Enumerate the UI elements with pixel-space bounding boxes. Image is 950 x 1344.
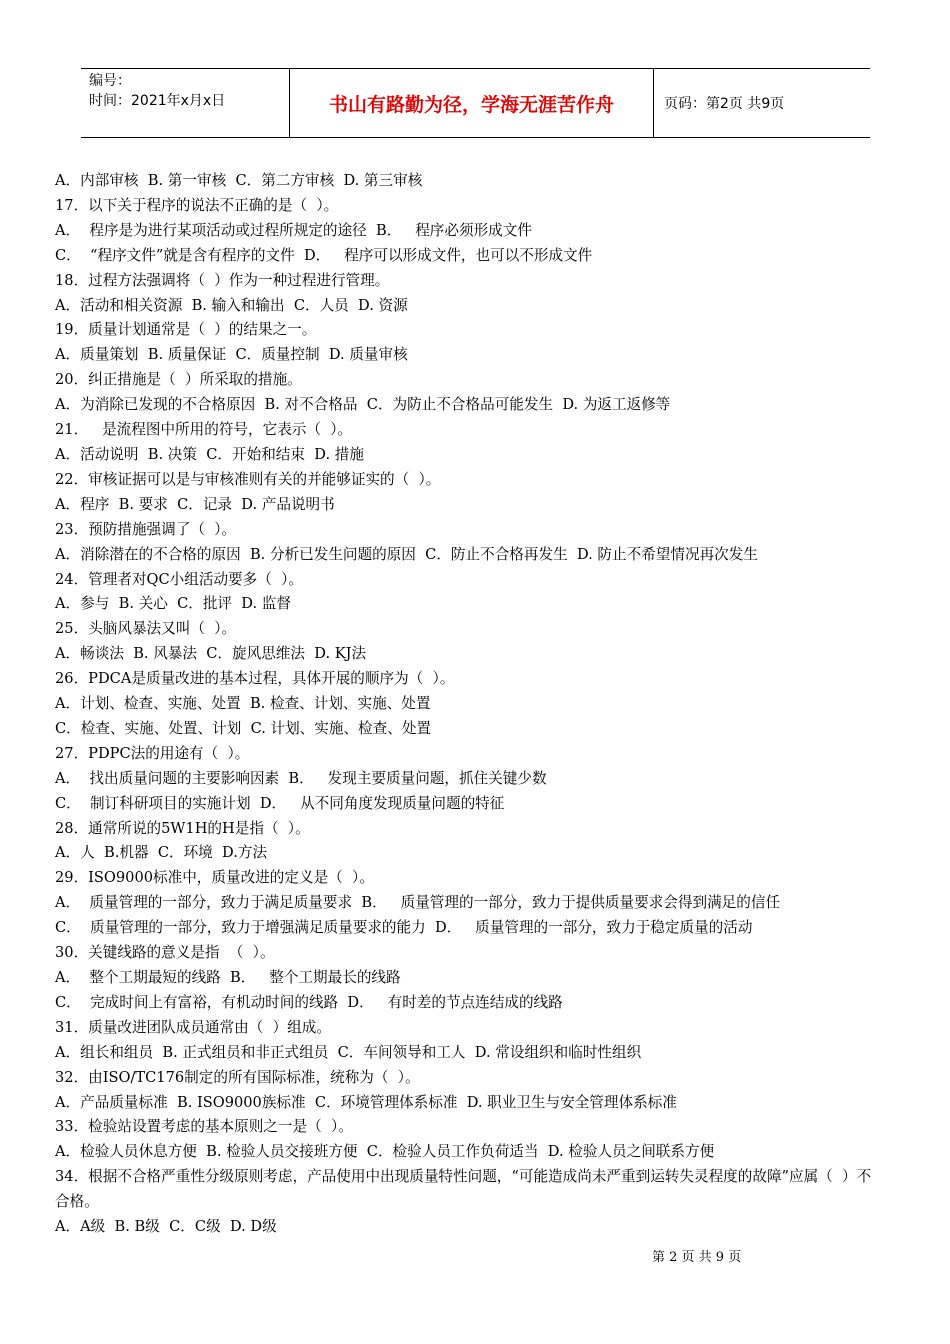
text-line: 32．由ISO/TC176制定的所有国际标准，统称为（ ）。 [55, 1068, 420, 1086]
text-line: C． “程序文件”就是含有程序的文件 D． 程序可以形成文件，也可以不形成文件 [55, 246, 593, 264]
text-line: A． 找出质量问题的主要影响因素 B． 发现主要质量问题，抓住关键少数 [55, 769, 547, 787]
text-line: 18．过程方法强调将（ ）作为一种过程进行管理。 [55, 271, 390, 289]
text-line: C． 质量管理的一部分，致力于增强满足质量要求的能力 D． 质量管理的一部分，致力于稳定质量的活动 [55, 919, 753, 937]
text-line: 30．关键线路的意义是指 （ ）。 [55, 944, 275, 962]
text-line: 26．PDCA是质量改进的基本过程，具体开展的顺序为（ ）。 [55, 670, 455, 688]
text-line: A．畅谈法 B. 风暴法 C．旋风思维法 D. KJ法 [55, 645, 367, 663]
text-line: A．程序 B. 要求 C．记录 D. 产品说明书 [55, 495, 335, 513]
date-label: 时间：2021年x月x日 [89, 93, 226, 109]
text-line: A． 程序是为进行某项活动或过程所规定的途径 B． 程序必须形成文件 [55, 221, 532, 239]
text-line: A．活动和相关资源 B. 输入和输出 C．人员 D. 资源 [55, 296, 408, 314]
text-line: A．内部审核 B. 第一审核 C．第二方审核 D. 第三审核 [55, 172, 423, 189]
text-line: 28．通常所说的5W1H的H是指（ ）。 [55, 819, 310, 837]
text-line: 22．审核证据可以是与审核准则有关的并能够证实的（ ）。 [55, 470, 441, 488]
text-line: 25．头脑风暴法又叫（ ）。 [55, 620, 237, 638]
text-line: A．组长和组员 B. 正式组员和非正式组员 C．车间领导和工人 D. 常设组织和临时性组织 [55, 1043, 642, 1061]
text-line: A．检验人员休息方便 B. 检验人员交接班方便 C．检验人员工作负荷适当 D. 检验人员之间联系方便 [55, 1143, 715, 1161]
text-line: C． 完成时间上有富裕，有机动时间的线路 D． 有时差的节点连结成的线路 [55, 993, 563, 1011]
text-line: 17．以下关于程序的说法不正确的是（ ）。 [55, 196, 339, 214]
text-line: A．产品质量标准 B. ISO9000族标准 C．环境管理体系标准 D. 职业卫生与安全管理体系标准 [55, 1093, 677, 1111]
text-line: 31．质量改进团队成员通常由（ ）组成。 [55, 1018, 331, 1036]
page-header [81, 68, 870, 138]
text-line: 23．预防措施强调了（ ）。 [55, 520, 237, 538]
header-meta [81, 69, 290, 137]
code-label: 编号： [89, 73, 131, 89]
text-line: A．A级 B. B级 C．C级 D. D级 [55, 1218, 277, 1236]
header-slogan: 书山有路勤为径，学海无涯苦作舟 [290, 69, 654, 137]
text-line: C． 制订科研项目的实施计划 D． 从不同角度发现质量问题的特征 [55, 794, 505, 812]
text-line: A．参与 B. 关心 C．批评 D. 监督 [55, 595, 291, 613]
text-line: 21． 是流程图中所用的符号，它表示（ ）。 [55, 421, 353, 439]
header-page-info: 页码：第2页 共9页 [664, 96, 785, 112]
text-line: 20．纠正措施是（ ）所采取的措施。 [55, 371, 302, 389]
text-line: A．质量策划 B. 质量保证 C．质量控制 D. 质量审核 [55, 346, 408, 364]
text-line: A．活动说明 B. 决策 C．开始和结束 D. 措施 [55, 445, 364, 463]
text-line: A． 质量管理的一部分，致力于满足质量要求 B． 质量管理的一部分，致力于提供质量要求会得到满足的信任 [55, 894, 781, 912]
text-line: 29．ISO9000标准中，质量改进的定义是（ ）。 [55, 869, 374, 887]
text-line: 19．质量计划通常是（ ）的结果之一。 [55, 321, 317, 339]
text-line: A．人 B.机器 C．环境 D.方法 [55, 844, 268, 862]
document-body [55, 169, 885, 1240]
page-footer: 第 2 页 共 9 页 [652, 1250, 742, 1265]
text-line: 24．管理者对QC小组活动要多（ ）。 [55, 570, 303, 588]
text-line: 34．根据不合格严重性分级原则考虑，产品使用中出现质量特性问题，“可能造成尚未严重到运转失灵程度的故障”应属（ ）不合格。 [55, 1168, 872, 1211]
text-line: A．计划、检查、实施、处置 B. 检查、计划、实施、处置 [55, 695, 431, 713]
text-line: 27．PDPC法的用途有（ ）。 [55, 744, 250, 762]
text-line: C．检查、实施、处置、计划 C. 计划、实施、检查、处置 [55, 719, 432, 737]
text-line: 33．检验站设置考虑的基本原则之一是（ ）。 [55, 1118, 353, 1136]
text-line: A．为消除已发现的不合格原因 B. 对不合格品 C．为防止不合格品可能发生 D. 为返工返修等 [55, 396, 671, 414]
text-line: A． 整个工期最短的线路 B． 整个工期最长的线路 [55, 969, 401, 986]
text-line: A．消除潜在的不合格的原因 B. 分析已发生问题的原因 C．防止不合格再发生 D. 防止不希望情况再次发生 [55, 545, 758, 563]
